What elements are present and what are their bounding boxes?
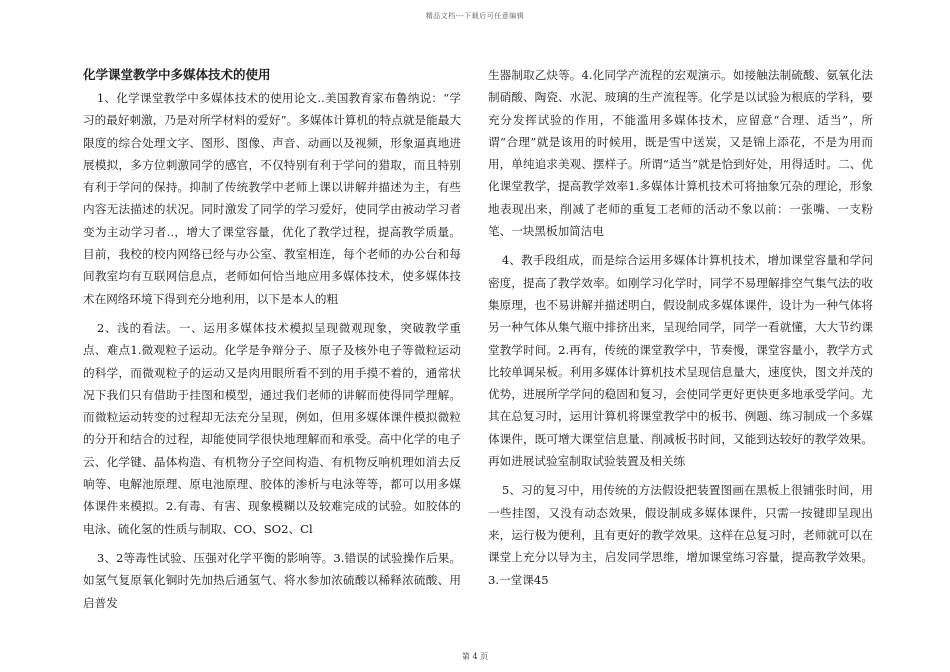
paragraph: 1、化学课堂教学中多媒体技术的使用论文..美国教育家布鲁纳说：“学习的最好刺激，乃是对所学材料的爱好”。多媒体计算机的特点就是能最大限度的综合处理文字、图形、图像、声音、动画以及视频，形象逼真地进展模拟，多方位刺激同学的感官，不仅特别有利于学问的猎取，而且特别有利于学问的保持。抑制了传统教学中老师上课以讲解并描述为主，有些内容无法描述的状况。同时激发了同学的学习爱好，使同学由被动学习者变为主动学习者..，增大了课堂容量，优化了教学过程，提高教学质量。目前，我校的校内网络已经与办公室、教室相连，每个老师的办公台和每间教室均有互联网信息点，老师如何恰当地应用多媒体技术，使多媒体技术在网络环境下得到充分地利用，以下是本人的粗	[83, 91, 461, 306]
paragraph: 4、教手段组成，而是综合运用多媒体计算机技术，增加课堂容量和学问密度，提高了教学效率。如刚学习化学时，同学不易理解排空气集气法的收集原理，也不易讲解并描述明白，假设制成多媒体课件，设计为一种气体将另一种气体从集气瓶中排挤出来，呈现给同学，同学一看就懂，大大节约课堂教学时间。2.再有，传统的课堂教学中，节奏慢，课堂容量小，教学方式比较单调呆板。利用多媒体计算机技术呈现信息量大，速度快，图文并茂的优势，进展所学学问的稳固和复习，会使同学更好更快更多地承受学问。尤其在总复习时，运用计算机将课堂教学中的板书、例题、练习制成一个多媒体课件，既可增大课堂信息量、削减板书时间，又能到达较好的教学效果。再如进展试验室制取试验装置及相关练	[488, 253, 873, 469]
page-number: 第 4 页	[461, 652, 489, 661]
paragraph: 3、2等毒性试验、压强对化学平衡的影响等。3.错误的试验操作后果。如氢气复原氧化铜时先加热后通氢气、将水参加浓硫酸以稀释浓硫酸、用启普发	[83, 550, 461, 610]
paragraph: 5、习的复习中，用传统的方法假设把装置图画在黑板上很铺张时间，用一些挂图，又没有动态效果，假设制成多媒体课件，只需一按键即呈现出来，运行极为便利，且有更好的教学效果。这样在总复习时，老师就可以在课堂上充分以导为主，启发同学思维，增加课堂练习容量，提高教学效果。3.一堂课45	[488, 483, 873, 587]
paragraph: 生器制取乙炔等。4.化同学产流程的宏观演示。如接触法制硫酸、氨氧化法制硝酸、陶瓷、水泥、玻璃的生产流程等。化学是以试验为根底的学科，要充分发挥试验的作用，不能滥用多媒体技术，应留意“合理、适当”，所谓“合理”就是该用的时候用，既是雪中送炭，又是锦上添花，不是为用而用，单纯追求美观、摆样子。所谓“适当”就是恰到好处，用得适时。二、优化课堂教学，提高教学效率1.多媒体计算机技术可将抽象冗杂的理论，形象地表现出来，削减了老师的重复工老师的活动不象以前：一张嘴、一支粉笔、一块黑板加简洁电	[488, 68, 873, 239]
paragraph: 2、浅的看法。一、运用多媒体技术模拟呈现微观现象，突破教学重点、难点1.微观粒子运动。化学是争辩分子、原子及核外电子等微粒运动的科学，而微观粒子的运动又是肉用眼所看不到的用手摸不着的，通常状况下我们只有借助于挂图和模型，通过我们老师的讲解而使得同学理解。而微粒运动转变的过程却无法充分呈现，例如，但用多媒体课件模拟微粒的分开和结合的过程，却能使同学很快地理解而和承受。高中化学的电子云、化学键、晶体构造、有机物分子空间构造、有机物反响机理如消去反响等、电解池原理、原电池原理、胶体的渗析与电泳等等，都可以用多媒体课件来模拟。2.有毒、有害、现象模糊以及较难完成的试验。如胶体的电泳、硫化氢的性质与制取、CO、SO2、Cl	[83, 320, 461, 536]
article-title: 化学课堂教学中多媒体技术的使用	[83, 67, 271, 82]
page-header: 精品文档---下载后可任意编辑	[425, 12, 525, 20]
left-column	[83, 64, 461, 621]
right-column	[488, 64, 873, 598]
